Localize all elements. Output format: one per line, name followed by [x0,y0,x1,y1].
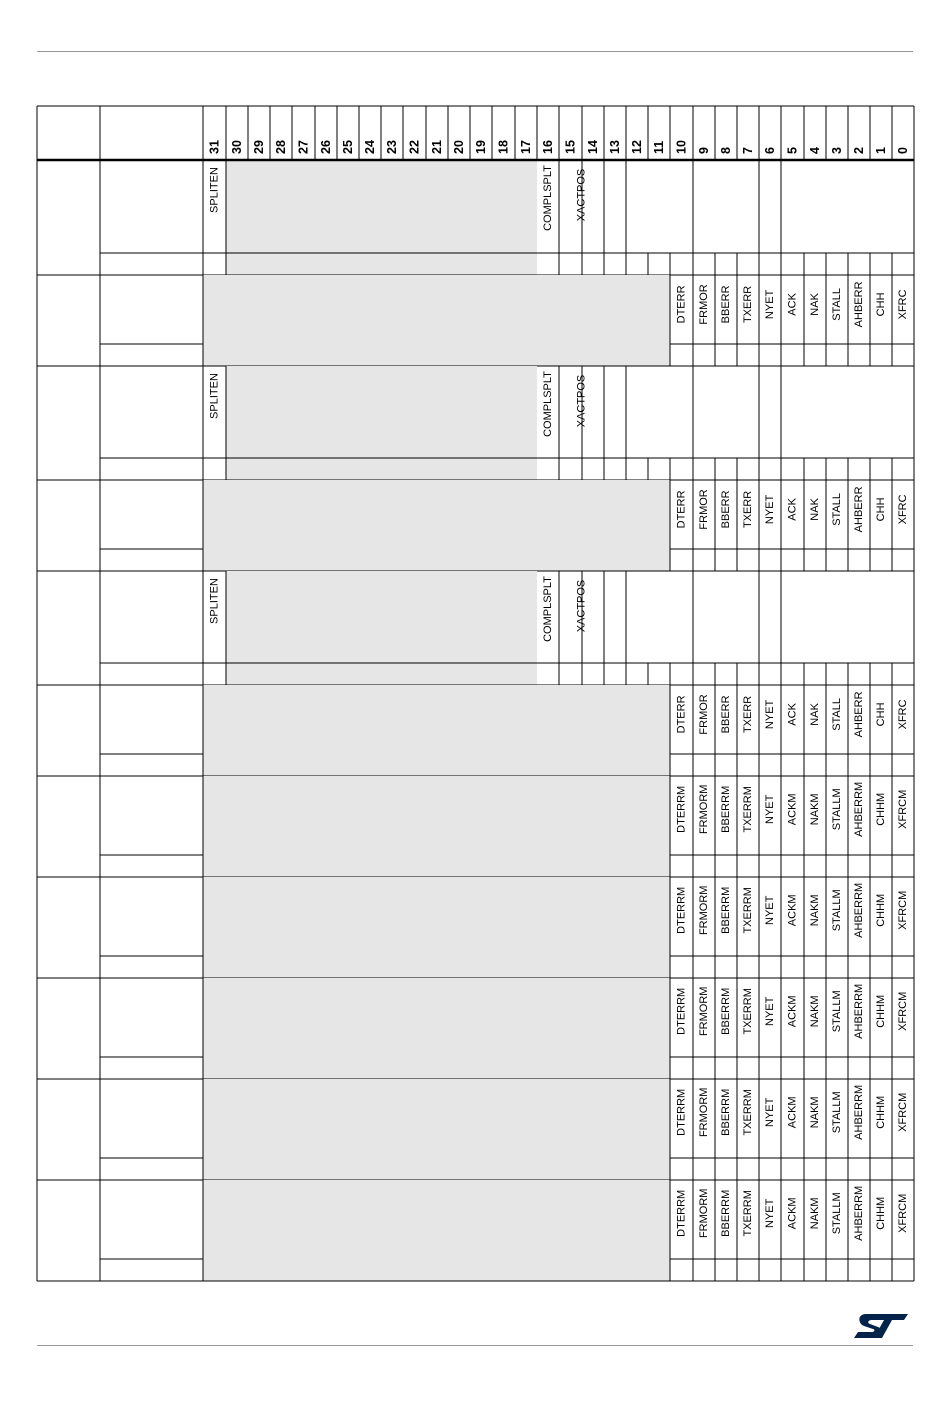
field-xfrc: XFRC [897,699,909,730]
field-nakm: NAKM [809,793,821,826]
bit-number: 13 [608,140,622,154]
bit-number: 2 [852,147,866,154]
field-ackm: ACKM [786,1096,799,1129]
bit-number: 23 [385,140,399,154]
bit-number: 26 [319,140,333,154]
footer-rule [37,1345,913,1346]
field-stallm: STALLM [831,1192,843,1235]
field-xfrcm: XFRCM [897,789,909,829]
field-txerrm: TXERRM [742,786,754,833]
register-section-mask [203,978,670,1079]
field-nakm: NAKM [809,1197,821,1230]
field-stallm: STALLM [831,1091,843,1134]
field-nakm: NAKM [809,995,821,1028]
bit-number: 28 [274,140,288,154]
reserved-area [203,480,670,571]
field-complsplt: COMPLSPLT [542,371,554,437]
field-bberr: BBERR [720,285,732,324]
field-txerrm: TXERRM [742,887,754,934]
field-xactpos: XACTPOS [575,374,588,428]
field-frmor: FRMOR [698,694,710,735]
field-frmorm: FRMORM [698,784,710,835]
reserved-area [226,571,537,685]
field-ahberrm: AHBERRM [853,1084,865,1140]
field-dterrm: DTERRM [675,1088,688,1136]
register-section-mask [203,877,670,978]
reserved-area [203,1079,670,1180]
field-nyet: NYET [764,996,776,1026]
field-frmor: FRMOR [698,284,710,325]
st-logo [852,1310,910,1342]
bit-number: 6 [763,147,777,154]
field-xfrcm: XFRCM [897,991,909,1031]
field-chhm: CHHM [875,893,887,927]
reserved-area [226,160,537,275]
bit-number: 21 [430,140,444,154]
bit-number: 0 [896,147,910,154]
reserved-area [203,685,670,776]
field-frmorm: FRMORM [698,1188,710,1239]
field-nakm: NAKM [809,894,821,927]
field-frmorm: FRMORM [698,885,710,936]
field-stallm: STALLM [831,990,843,1033]
field-dterrm: DTERRM [675,886,688,934]
field-xactpos: XACTPOS [575,168,588,222]
field-dterr: DTERR [675,490,688,529]
field-nak: NAK [809,293,821,316]
field-bberrm: BBERRM [720,1088,732,1136]
bit-number: 16 [541,140,555,154]
reserved-area [203,776,670,877]
field-ahberrm: AHBERRM [853,882,865,938]
field-ack: ACK [786,703,799,726]
bit-number: 8 [719,147,733,154]
reserved-area [203,275,670,366]
bit-number: 30 [230,140,244,154]
reserved-area [226,366,537,480]
field-complsplt: COMPLSPLT [542,165,554,231]
reserved-area [203,877,670,978]
register-section-int [203,480,670,571]
register-section-mask [203,1180,670,1281]
field-txerr: TXERR [742,490,754,529]
field-bberr: BBERR [720,490,732,529]
field-stallm: STALLM [831,889,843,932]
field-nyet: NYET [764,895,776,925]
field-dterrm: DTERRM [675,1189,688,1237]
field-nyet: NYET [764,1097,776,1127]
field-stallm: STALLM [831,788,843,831]
field-frmorm: FRMORM [698,1087,710,1138]
bit-number: 9 [697,147,711,154]
field-ahberrm: AHBERRM [853,1185,865,1241]
field-bberrm: BBERRM [720,785,732,833]
field-ack: ACK [786,498,799,521]
field-stall: STALL [831,697,843,731]
register-section-char [226,160,537,275]
field-ahberr: AHBERR [853,691,865,738]
bit-number: 15 [563,140,578,154]
field-ack: ACK [786,293,799,316]
field-xfrcm: XFRCM [897,890,909,930]
bit-number: 29 [252,140,266,154]
register-section-int [203,685,670,776]
field-nyet: NYET [764,494,776,525]
reserved-area [203,1180,670,1281]
field-dterr: DTERR [675,695,688,734]
field-chh: CHH [875,702,887,727]
field-splten: SPLITEN [208,373,221,419]
register-section-int [203,275,670,366]
field-ahberr: AHBERR [853,281,865,328]
field-bberrm: BBERRM [720,886,732,934]
register-section-mask [203,1079,670,1180]
field-txerr: TXERR [742,695,754,734]
field-splten: SPLITEN [208,167,221,213]
field-stall: STALL [831,287,843,321]
bit-number: 4 [808,147,822,154]
field-splten: SPLITEN [208,578,221,624]
field-bberrm: BBERRM [720,987,732,1035]
field-xfrc: XFRC [897,289,909,320]
bit-number: 11 [652,140,666,154]
field-bberrm: BBERRM [720,1189,732,1237]
field-nak: NAK [809,498,821,521]
field-bberr: BBERR [720,695,732,734]
reserved-area [203,978,670,1079]
field-xfrcm: XFRCM [897,1092,909,1132]
field-nyet: NYET [764,699,776,730]
field-xfrc: XFRC [897,494,909,525]
bit-number: 12 [630,140,644,154]
field-frmor: FRMOR [698,489,710,530]
field-nakm: NAKM [809,1096,821,1129]
field-nyet: NYET [764,289,776,320]
field-chh: CHH [875,292,887,317]
field-ahberrm: AHBERRM [853,781,865,837]
field-chhm: CHHM [875,1196,887,1230]
field-chhm: CHHM [875,994,887,1028]
field-xfrcm: XFRCM [897,1193,909,1233]
register-section-char [226,571,537,685]
field-ackm: ACKM [786,793,799,826]
field-txerrm: TXERRM [742,1089,754,1136]
bit-number: 18 [496,140,511,154]
bit-number: 24 [363,140,377,154]
field-chhm: CHHM [875,792,887,826]
field-dterrm: DTERRM [675,785,688,833]
field-ackm: ACKM [786,1197,799,1230]
field-xactpos: XACTPOS [575,579,588,633]
field-ackm: ACKM [786,894,799,927]
bit-number: 7 [741,147,755,154]
bit-number: 20 [452,140,466,154]
field-nyet: NYET [764,1198,776,1228]
bit-number: 17 [519,140,533,154]
field-dterr: DTERR [675,285,688,324]
field-chh: CHH [875,497,887,522]
bit-number: 19 [474,140,488,154]
bit-number: 14 [586,140,600,154]
bit-number: 25 [341,140,355,154]
field-txerrm: TXERRM [742,988,754,1035]
field-frmorm: FRMORM [698,986,710,1037]
field-stall: STALL [831,492,843,526]
bit-number: 5 [785,147,800,154]
field-nak: NAK [809,703,821,726]
field-ahberr: AHBERR [853,486,865,533]
bit-number: 1 [874,147,888,154]
bit-number: 27 [296,140,311,154]
field-chhm: CHHM [875,1095,887,1129]
field-txerrm: TXERRM [742,1190,754,1237]
register-section-char [226,366,537,480]
field-dterrm: DTERRM [675,987,688,1035]
bit-number: 10 [674,140,689,154]
bit-number: 31 [207,140,222,154]
field-complsplt: COMPLSPLT [542,576,554,642]
field-ahberrm: AHBERRM [853,983,865,1039]
register-section-mask [203,776,670,877]
bit-number: 22 [407,140,422,154]
field-nyet: NYET [764,794,776,824]
bit-number: 3 [830,147,844,154]
field-txerr: TXERR [742,285,754,324]
field-ackm: ACKM [786,995,799,1028]
